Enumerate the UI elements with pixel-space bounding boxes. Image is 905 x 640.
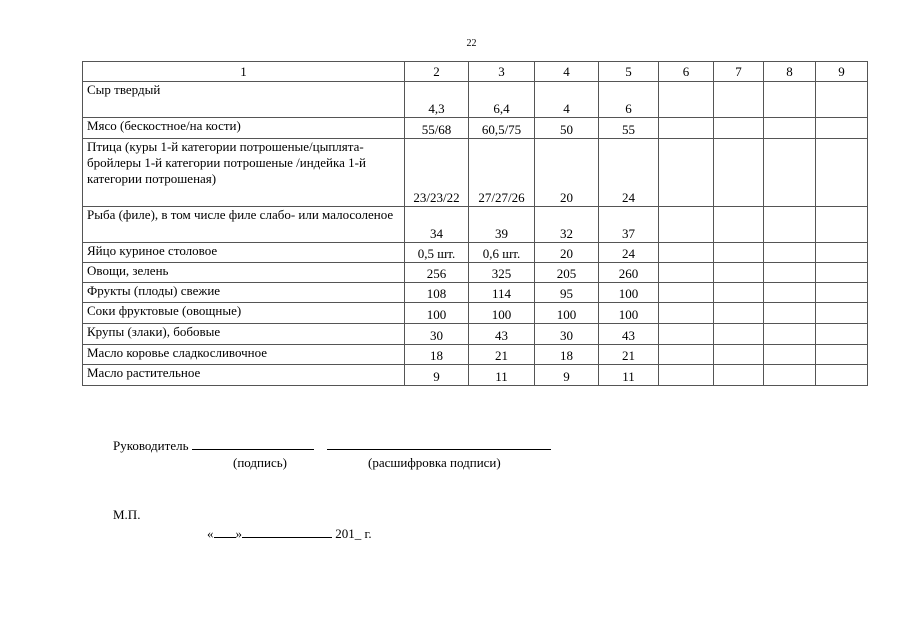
value-cell: 9 [405, 365, 469, 386]
table-row [83, 345, 868, 365]
value-cell [764, 118, 816, 139]
value-cell: 100 [405, 303, 469, 324]
product-name-cell: Фрукты (плоды) свежие [83, 283, 405, 303]
value-cell [659, 82, 714, 118]
value-cell [714, 283, 764, 303]
table-row [83, 82, 868, 118]
value-cell: 32 [535, 207, 599, 243]
value-cell: 21 [599, 345, 659, 365]
page-number: 22 [466, 38, 477, 49]
value-cell: 37 [599, 207, 659, 243]
value-cell [764, 139, 816, 207]
signature-blank [192, 437, 314, 450]
value-cell [816, 365, 868, 386]
product-name-cell: Овощи, зелень [83, 263, 405, 283]
head-label: Руководитель [113, 438, 189, 453]
value-cell [659, 207, 714, 243]
value-cell: 100 [599, 303, 659, 324]
table-row [83, 365, 868, 386]
value-cell: 325 [469, 263, 535, 283]
value-cell [659, 303, 714, 324]
value-cell [816, 243, 868, 263]
value-cell [659, 263, 714, 283]
value-cell: 55 [599, 118, 659, 139]
date-year: 201_ г. [335, 526, 372, 541]
table-row [83, 118, 868, 139]
header-cell: 9 [816, 62, 868, 82]
value-cell: 24 [599, 139, 659, 207]
stamp-label: М.П. [113, 507, 141, 522]
value-cell: 100 [535, 303, 599, 324]
value-cell [714, 324, 764, 345]
product-name-cell: Масло коровье сладкосливочное [83, 345, 405, 365]
value-cell: 20 [535, 139, 599, 207]
value-cell: 43 [469, 324, 535, 345]
header-cell: 2 [405, 62, 469, 82]
value-cell: 30 [535, 324, 599, 345]
header-cell: 3 [469, 62, 535, 82]
product-name-cell: Сыр твердый [83, 82, 405, 118]
value-cell [816, 303, 868, 324]
value-cell [764, 243, 816, 263]
value-cell: 60,5/75 [469, 118, 535, 139]
value-cell [764, 303, 816, 324]
table-row [83, 139, 868, 207]
value-cell: 4 [535, 82, 599, 118]
value-cell [816, 82, 868, 118]
value-cell: 114 [469, 283, 535, 303]
value-cell: 6 [599, 82, 659, 118]
value-cell [764, 345, 816, 365]
table-row [83, 207, 868, 243]
value-cell [659, 324, 714, 345]
value-cell: 11 [599, 365, 659, 386]
value-cell [714, 263, 764, 283]
value-cell [659, 365, 714, 386]
header-cell: 7 [714, 62, 764, 82]
value-cell: 30 [405, 324, 469, 345]
value-cell: 95 [535, 283, 599, 303]
value-cell [764, 82, 816, 118]
value-cell [764, 324, 816, 345]
value-cell [764, 283, 816, 303]
date-line [207, 525, 372, 542]
value-cell [816, 324, 868, 345]
value-cell: 100 [469, 303, 535, 324]
value-cell: 20 [535, 243, 599, 263]
value-cell [659, 283, 714, 303]
value-cell: 11 [469, 365, 535, 386]
date-quote-close: » [235, 526, 242, 541]
value-cell [816, 345, 868, 365]
value-cell: 55/68 [405, 118, 469, 139]
value-cell: 39 [469, 207, 535, 243]
value-cell: 27/27/26 [469, 139, 535, 207]
value-cell: 6,4 [469, 82, 535, 118]
header-cell: 6 [659, 62, 714, 82]
value-cell [816, 118, 868, 139]
value-cell: 50 [535, 118, 599, 139]
value-cell [816, 139, 868, 207]
header-cell: 8 [764, 62, 816, 82]
header-cell: 1 [83, 62, 405, 82]
value-cell: 21 [469, 345, 535, 365]
product-name-cell: Соки фруктовые (овощные) [83, 303, 405, 324]
table-row [83, 243, 868, 263]
value-cell [714, 139, 764, 207]
value-cell [764, 263, 816, 283]
value-cell [714, 207, 764, 243]
value-cell [816, 207, 868, 243]
value-cell: 205 [535, 263, 599, 283]
value-cell [816, 263, 868, 283]
value-cell [659, 139, 714, 207]
norms-table [82, 61, 868, 386]
value-cell [714, 345, 764, 365]
value-cell: 18 [405, 345, 469, 365]
header-cell: 4 [535, 62, 599, 82]
month-blank [242, 525, 332, 538]
decode-caption: (расшифровка подписи) [368, 455, 501, 470]
value-cell: 100 [599, 283, 659, 303]
value-cell: 34 [405, 207, 469, 243]
day-blank [214, 525, 236, 538]
value-cell [714, 303, 764, 324]
value-cell [764, 365, 816, 386]
value-cell [714, 243, 764, 263]
value-cell: 0,6 шт. [469, 243, 535, 263]
table-row [83, 303, 868, 324]
product-name-cell: Яйцо куриное столовое [83, 243, 405, 263]
value-cell: 24 [599, 243, 659, 263]
value-cell: 9 [535, 365, 599, 386]
table-row [83, 283, 868, 303]
value-cell: 4,3 [405, 82, 469, 118]
value-cell: 43 [599, 324, 659, 345]
value-cell: 0,5 шт. [405, 243, 469, 263]
value-cell: 18 [535, 345, 599, 365]
table-header-row [83, 62, 868, 82]
date-quote-open: « [207, 526, 214, 541]
product-name-cell: Масло растительное [83, 365, 405, 386]
value-cell [659, 118, 714, 139]
table-row [83, 324, 868, 345]
product-name-cell: Крупы (злаки), бобовые [83, 324, 405, 345]
value-cell [764, 207, 816, 243]
sign-caption: (подпись) [233, 455, 287, 470]
value-cell: 256 [405, 263, 469, 283]
value-cell [659, 345, 714, 365]
head-signature-line [113, 437, 551, 454]
value-cell [659, 243, 714, 263]
value-cell: 23/23/22 [405, 139, 469, 207]
value-cell [714, 118, 764, 139]
product-name-cell: Птица (куры 1-й категории потрошеные/цыплята- бройлеры 1-й категории потрошеные /индейка 1-й категории потрошеная) [83, 139, 405, 207]
product-name-cell: Мясо (бескостное/на кости) [83, 118, 405, 139]
value-cell [714, 365, 764, 386]
table-row [83, 263, 868, 283]
header-cell: 5 [599, 62, 659, 82]
value-cell: 108 [405, 283, 469, 303]
value-cell [816, 283, 868, 303]
product-name-cell: Рыба (филе), в том числе филе слабо- или малосоленое [83, 207, 405, 243]
name-decode-blank [327, 437, 551, 450]
value-cell: 260 [599, 263, 659, 283]
value-cell [714, 82, 764, 118]
